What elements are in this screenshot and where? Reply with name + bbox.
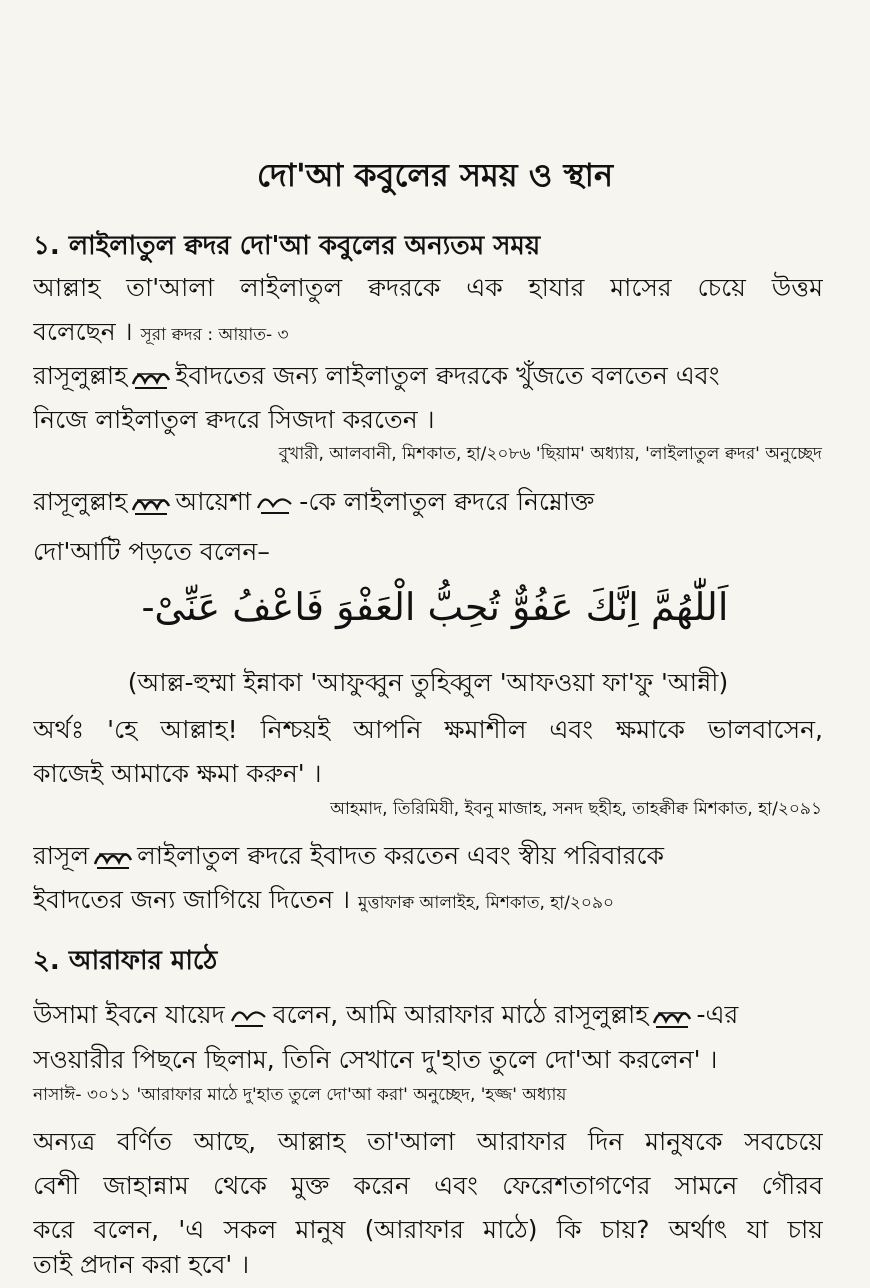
meaning-line2: কাজেই আমাকে ক্ষমা করুন' । [33, 759, 322, 788]
salawat-seal-icon [131, 364, 171, 390]
section2-heading: ২. আরাফার মাঠে [33, 946, 218, 976]
reference: বুখারী, আলবানী, মিশকাত, হা/২০৮৬ 'ছিয়াম' অধ্যায়, 'লাইলাতুল ক্বদর' অনুচ্ছেদ [278, 444, 822, 464]
section1-p3-line1: রাসূলুল্লাহ আয়েশা -কে লাইলাতুল ক্বদরে নিম্নোক্ত [33, 487, 595, 516]
meaning-line1: অর্থঃ 'হে আল্লাহ! নিশ্চয়ই আপনি ক্ষমাশীল এবং ক্ষমাকে ভালবাসেন, [33, 715, 823, 744]
reference: নাসাঈ- ৩০১১ 'আরাফার মাঠে দু'হাত তুলে দো'আ করা' অনুচ্ছেদ, 'হজ্জ' অধ্যায় [33, 1085, 567, 1105]
salawat-seal-icon [652, 1003, 692, 1029]
radiallahu-anhu-seal-icon [255, 490, 295, 516]
page-title: দো'আ কবুলের সময় ও স্থান [256, 156, 614, 194]
section2-p2-line2: বেশী জাহান্নাম থেকে মুক্ত করেন এবং ফেরেশতাগণের সামনে গৌরব [33, 1171, 823, 1200]
reference: সূরা ক্বদর : আয়াত- ৩ [140, 325, 289, 345]
section1-p4-line1: রাসূল লাইলাতুল ক্বদরে ইবাদত করতেন এবং স্বীয় পরিবারকে [33, 841, 664, 870]
section1-p1-line2: বলেছেন । সূরা ক্বদর : আয়াত- ৩ [33, 317, 289, 346]
section1-p1-line1: আল্লাহ তা'আলা লাইলাতুল ক্বদরকে এক হাযার মাসের চেয়ে উত্তম [33, 273, 823, 302]
section2-p2-line3: করে বলেন, 'এ সকল মানুষ (আরাফার মাঠে) কি চায়? অর্থাৎ যা চায় [33, 1215, 823, 1244]
radiallahu-anhu-seal-icon [229, 1003, 269, 1029]
section1-p2-line2: নিজে লাইলাতুল ক্বদরে সিজদা করতেন । [33, 405, 435, 434]
arabic-dua: اَللّٰهُمَّ اِنَّكَ عَفُوٌّ تُحِبُّ الْعَفْوَ فَاعْفُ عَنِّىْ- [141, 585, 729, 629]
section2-p1-line2: সওয়ারীর পিছনে ছিলাম, তিনি সেখানে দু'হাত তুলে দো'আ করলেন' । [33, 1045, 718, 1074]
transliteration: (আল্ল-হুম্মা ইন্নাকা 'আফুব্বুন তুহিব্বুল 'আফওয়া ফা'ফু 'আন্নী) [127, 668, 729, 697]
section2-p2-line1: অন্যত্র বর্ণিত আছে, আল্লাহ তা'আলা আরাফার দিন মানুষকে সবচেয়ে [33, 1127, 823, 1156]
section1-p4-line2: ইবাদতের জন্য জাগিয়ে দিতেন । মুত্তাফাক্ব আলাইহ, মিশকাত, হা/২০৯০ [33, 885, 615, 914]
salawat-seal-icon [93, 844, 133, 870]
section2-p1-line1: উসামা ইবনে যায়েদ বলেন, আমি আরাফার মাঠে রাসূলুল্লাহ -এর [33, 1000, 739, 1029]
salawat-seal-icon [131, 490, 171, 516]
section1-p3-line2: দো'আটি পড়তে বলেন– [33, 537, 270, 566]
reference: আহমাদ, তিরিমিযী, ইবনু মাজাহ, সনদ ছহীহ, তাহক্বীক্ব মিশকাত, হা/২০৯১ [330, 799, 822, 819]
section1-p2-line1: রাসূলুল্লাহ ইবাদতের জন্য লাইলাতুল ক্বদরকে খুঁজতে বলতেন এবং [33, 361, 720, 390]
section1-heading: ১. লাইলাতুল ক্বদর দো'আ কবুলের অন্যতম সময় [33, 231, 541, 261]
section2-p2-line4: তাই প্রদান করা হবে' । [33, 1250, 250, 1279]
reference: মুত্তাফাক্ব আলাইহ, মিশকাত, হা/২০৯০ [358, 893, 615, 913]
